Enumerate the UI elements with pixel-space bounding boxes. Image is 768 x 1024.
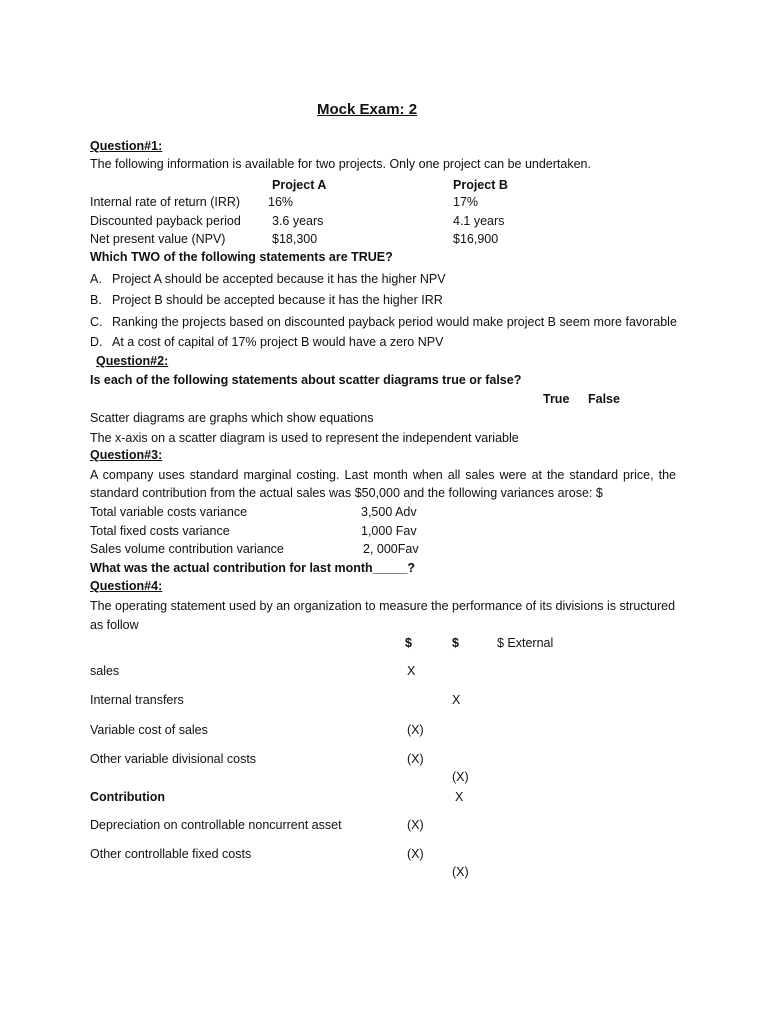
q4-row-col1: (X) [407, 847, 424, 861]
q3-prompt [90, 560, 415, 576]
q4-row-col1: (X) [407, 752, 424, 766]
q1-row-value-a: 3.6 years [272, 214, 324, 228]
q1-prompt: Which TWO of the following statements are TRUE? [90, 250, 393, 264]
q3-answer-blank: _____ [372, 561, 408, 575]
q4-col-dollar-2: $ [452, 636, 459, 650]
q1-row-value-b: 17% [453, 195, 479, 209]
q4-col-external: $ External [497, 636, 554, 650]
q4-row-col2: X [455, 790, 464, 804]
q1-row-value-b: $16,900 [453, 232, 499, 246]
q4-row-col2: (X) [452, 865, 469, 879]
q1-col-project-b: Project B [453, 178, 508, 192]
q4-row-col2: X [452, 693, 461, 707]
q1-row-value-a: $18,300 [272, 232, 318, 246]
q4-row-col1: (X) [407, 723, 424, 737]
q4-row-label: Contribution [90, 790, 165, 804]
q3-heading: Question#3: [90, 448, 163, 462]
q1-row-value-b: 4.1 years [453, 214, 505, 228]
q3-variance-label: Total variable costs variance [90, 505, 248, 519]
q4-row-col1: (X) [407, 818, 424, 832]
q1-row-value-a: 16% [268, 195, 294, 209]
q1-row-label: Discounted payback period [90, 214, 241, 228]
q2-statement: Scatter diagrams are graphs which show equations [90, 411, 374, 425]
q1-option-letter: C. [90, 315, 103, 329]
q3-variance-value: 1,000 Fav [361, 524, 417, 538]
q1-option-text: At a cost of capital of 17% project B would have a zero NPV [112, 335, 444, 349]
q2-heading: Question#2: [96, 354, 169, 368]
q1-option-letter: A. [90, 272, 102, 286]
q2-prompt: Is each of the following statements about scatter diagrams true or false? [90, 373, 522, 387]
q4-intro: The operating statement used by an organization to measure the performance of its divisions is structured as follow [90, 599, 676, 632]
q1-option-letter: D. [90, 335, 103, 349]
q4-row-label: Variable cost of sales [90, 723, 208, 737]
q2-statement: The x-axis on a scatter diagram is used to represent the independent variable [90, 431, 519, 445]
q4-row-label: Other variable divisional costs [90, 752, 257, 766]
q1-option-text: Project B should be accepted because it has the higher IRR [112, 293, 443, 307]
q3-variance-value: 2, 000Fav [363, 542, 419, 556]
q4-col-dollar-1: $ [405, 636, 412, 650]
page-title: Mock Exam: 2 [317, 101, 418, 118]
q4-row-label: Depreciation on controllable noncurrent asset [90, 818, 342, 832]
q3-variance-label: Total fixed costs variance [90, 524, 230, 538]
q4-row-label: Other controllable fixed costs [90, 847, 252, 861]
q3-prompt-text: What was the actual contribution for last month [90, 561, 373, 575]
q3-variance-label: Sales volume contribution variance [90, 542, 284, 556]
q4-row-col1: X [407, 664, 416, 678]
q4-row-col2: (X) [452, 770, 469, 784]
q3-variance-value: 3,500 Adv [361, 505, 417, 519]
q1-option-text: Project A should be accepted because it has the higher NPV [112, 272, 446, 286]
q3-question-mark: ? [407, 561, 416, 575]
q1-option-text: Ranking the projects based on discounted payback period would make project B seem more favorable [112, 315, 677, 329]
q2-true-label: True [543, 392, 570, 406]
q1-heading: Question#1: [90, 139, 163, 153]
q4-row-label: sales [90, 664, 120, 678]
q3-intro: A company uses standard marginal costing. Last month when all sales were at the standard price, the standard contribution from the actual sales was $50,000 and the following variances arose: $ [90, 468, 676, 500]
q1-col-project-a: Project A [272, 178, 327, 192]
q1-intro: The following information is available for two projects. Only one project can be undertaken. [90, 157, 591, 171]
q2-false-label: False [588, 392, 620, 406]
q4-row-label: Internal transfers [90, 693, 184, 707]
q1-row-label: Net present value (NPV) [90, 232, 226, 246]
q4-heading: Question#4: [90, 579, 163, 593]
q1-option-letter: B. [90, 293, 102, 307]
q1-row-label: Internal rate of return (IRR) [90, 195, 241, 209]
